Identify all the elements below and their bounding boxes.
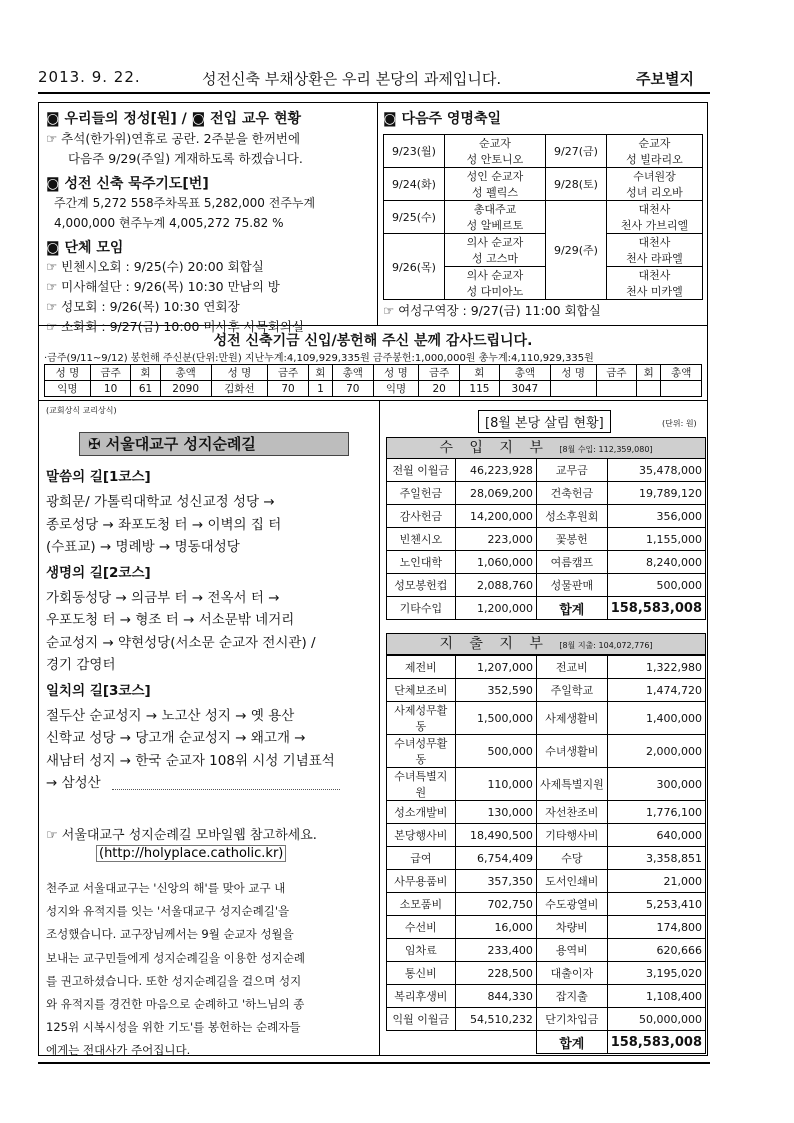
expense-amount: 1,322,980 bbox=[607, 656, 705, 679]
course-3-line: → 삼성산 bbox=[46, 775, 101, 791]
expense-amount: 6,754,409 bbox=[455, 847, 536, 870]
donor-name: 익명 bbox=[45, 381, 91, 397]
group-item: ☞ 성모회 : 9/26(목) 10:30 연회장 bbox=[46, 299, 240, 314]
course-3-line: 새남터 성지 → 한국 순교자 108위 시성 기념표석 bbox=[46, 752, 335, 769]
group-item: ☞ 빈첸시오회 : 9/25(수) 20:00 회합실 bbox=[46, 259, 264, 274]
feast-note: ☞ 여성구역장 : 9/27(금) 11:00 회합실 bbox=[383, 303, 601, 318]
finance-unit: (단위: 원) bbox=[662, 419, 697, 428]
paragraph-line: 에게는 전대사가 주어집니다. bbox=[46, 1043, 191, 1058]
feast-saint: 성인 순교자 성 펠릭스 bbox=[445, 168, 546, 201]
income-label: 빈첸시오 bbox=[387, 528, 456, 551]
expense-amount: 18,490,500 bbox=[455, 824, 536, 847]
expense-amount: 640,000 bbox=[607, 824, 705, 847]
income-total: 158,583,008 bbox=[607, 597, 705, 620]
expense-amount: 233,400 bbox=[455, 939, 536, 962]
donor-count: 1 bbox=[308, 381, 332, 397]
income-amount: 8,240,000 bbox=[607, 551, 705, 574]
top-rule bbox=[38, 92, 710, 94]
expense-amount: 702,750 bbox=[455, 893, 536, 916]
expense-amount: 1,500,000 bbox=[455, 702, 536, 735]
feast-saint: 총대주교 성 알베르토 bbox=[445, 201, 546, 234]
expense-label: 단체보조비 bbox=[387, 679, 456, 702]
feast-section bbox=[383, 108, 703, 321]
donor-count bbox=[637, 381, 661, 397]
expense-amount: 1,108,400 bbox=[607, 985, 705, 1008]
expense-label: 수선비 bbox=[387, 916, 456, 939]
donor-total bbox=[661, 381, 702, 397]
fund-table bbox=[44, 364, 702, 397]
expense-label: 용역비 bbox=[536, 939, 607, 962]
paragraph-line: 보내는 교구민들에게 성지순례길을 이용한 성지순례 bbox=[46, 950, 306, 965]
expense-label: 사제성무활동 bbox=[387, 702, 456, 735]
bulletin-date: 2013. 9. 22. bbox=[38, 68, 141, 86]
expense-amount: 110,000 bbox=[455, 768, 536, 801]
expense-label: 단기차입금 bbox=[536, 1008, 607, 1031]
course-2-title: 생명의 길[2코스] bbox=[46, 564, 151, 581]
donor-week bbox=[596, 381, 637, 397]
divider-lower bbox=[38, 400, 708, 401]
feast-date: 9/26(목) bbox=[384, 234, 445, 300]
header-slogan: 성전신축 부채상환은 우리 본당의 과제입니다. bbox=[202, 70, 502, 88]
donor-name bbox=[550, 381, 596, 397]
prayer-line-2: 4,000,000 현주누계 4,005,272 75.82 % bbox=[54, 216, 284, 230]
fund-header: 금주 bbox=[90, 365, 131, 381]
lower-divider bbox=[379, 400, 380, 1056]
fund-header: 성 명 bbox=[373, 365, 419, 381]
expense-band bbox=[386, 633, 706, 655]
income-label: 성물판매 bbox=[536, 574, 607, 597]
income-label: 교무금 bbox=[536, 459, 607, 482]
income-amount: 1,200,000 bbox=[455, 597, 536, 620]
fund-header: 회 bbox=[308, 365, 332, 381]
feast-saint: 대천사 천사 가브리엘 bbox=[607, 201, 703, 234]
fund-header: 금주 bbox=[268, 365, 309, 381]
income-amount: 1,155,000 bbox=[607, 528, 705, 551]
income-table bbox=[386, 458, 706, 620]
expense-title: 지 출 지 부 bbox=[439, 636, 549, 652]
fund-title: 성전 신축기금 신입/봉헌해 주신 분께 감사드립니다. bbox=[213, 333, 533, 349]
expense-amount: 352,590 bbox=[455, 679, 536, 702]
expense-label: 본당행사비 bbox=[387, 824, 456, 847]
dotted-separator bbox=[112, 789, 340, 790]
income-amount: 28,069,200 bbox=[455, 482, 536, 505]
course-3-line: 절두산 순교성지 → 노고산 성지 → 옛 용산 bbox=[46, 707, 295, 724]
expense-amount: 844,330 bbox=[455, 985, 536, 1008]
fund-summary: ·금주(9/11~9/12) 봉헌해 주신분(단위:만원) 지난누계:4,109,929,335원 금주봉헌:1,000,000원 총누계:4,110,929,335원 bbox=[44, 353, 594, 364]
paragraph-line: 천주교 서울대교구는 '신앙의 해'를 맞아 교구 내 bbox=[46, 881, 286, 895]
top-divider bbox=[377, 102, 378, 325]
donor-total: 3047 bbox=[499, 381, 550, 397]
fund-header: 금주 bbox=[419, 365, 460, 381]
group-item: ☞ 소화회 : 9/27(금) 10:00 미사후 사목회의실 bbox=[46, 319, 305, 334]
website-link[interactable]: (http://holyplace.catholic.kr) bbox=[96, 845, 286, 862]
feast-date: 9/29(주) bbox=[546, 201, 607, 300]
expense-amount: 3,195,020 bbox=[607, 962, 705, 985]
donor-week: 10 bbox=[90, 381, 131, 397]
expense-label: 통신비 bbox=[387, 962, 456, 985]
expense-table bbox=[386, 655, 706, 1054]
expense-label: 성소개발비 bbox=[387, 801, 456, 824]
expense-label: 사제특별지원 bbox=[536, 768, 607, 801]
expense-amount: 1,474,720 bbox=[607, 679, 705, 702]
course-1-line: 종로성당 → 좌포도청 터 → 이벽의 집 터 bbox=[46, 516, 282, 533]
expense-label: 수녀특별지원 bbox=[387, 768, 456, 801]
feast-saint: 순교자 성 빌라리오 bbox=[607, 135, 703, 168]
pilgrimage-source: (교회상식 교리상식) bbox=[46, 406, 117, 415]
paragraph-line: 를 권고하셨습니다. 또한 성지순례길을 걸으며 성지 bbox=[46, 973, 302, 988]
expense-label: 복리후생비 bbox=[387, 985, 456, 1008]
expense-label: 제전비 bbox=[387, 656, 456, 679]
expense-amount: 16,000 bbox=[455, 916, 536, 939]
fund-header: 총액 bbox=[160, 365, 211, 381]
feast-table bbox=[383, 134, 703, 300]
empty-cell bbox=[387, 1031, 456, 1054]
feast-saint: 의사 순교자 성 고스마 bbox=[445, 234, 546, 267]
feast-date: 9/24(화) bbox=[384, 168, 445, 201]
expense-amount: 357,350 bbox=[455, 870, 536, 893]
intentions-line-2: 다음주 9/29(주일) 게재하도록 하겠습니다. bbox=[68, 151, 303, 166]
expense-label: 익월 이월금 bbox=[387, 1008, 456, 1031]
expense-total-label: 합계 bbox=[536, 1031, 607, 1054]
feast-title: ◙ 다음주 영명축일 bbox=[383, 111, 501, 127]
donor-count: 115 bbox=[459, 381, 499, 397]
expense-amount: 620,666 bbox=[607, 939, 705, 962]
expense-total-note: [8월 지출: 104,072,776] bbox=[559, 641, 653, 650]
expense-amount: 3,358,851 bbox=[607, 847, 705, 870]
feast-saint: 수녀원장 성녀 리오바 bbox=[607, 168, 703, 201]
expense-label: 수당 bbox=[536, 847, 607, 870]
feast-saint: 의사 순교자 성 다미아노 bbox=[445, 267, 546, 300]
feast-date: 9/28(토) bbox=[546, 168, 607, 201]
income-label: 노인대학 bbox=[387, 551, 456, 574]
course-2-line: 순교성지 → 약현성당(서소문 순교자 전시관) / bbox=[46, 634, 316, 651]
income-amount: 1,060,000 bbox=[455, 551, 536, 574]
fund-header: 회 bbox=[131, 365, 160, 381]
expense-label: 주일학교 bbox=[536, 679, 607, 702]
expense-amount: 228,500 bbox=[455, 962, 536, 985]
fund-header: 성 명 bbox=[550, 365, 596, 381]
expense-amount: 130,000 bbox=[455, 801, 536, 824]
expense-amount: 54,510,232 bbox=[455, 1008, 536, 1031]
course-3-title: 일치의 길[3코스] bbox=[46, 682, 151, 699]
donor-count: 61 bbox=[131, 381, 160, 397]
fund-header: 회 bbox=[637, 365, 661, 381]
income-band bbox=[386, 437, 706, 459]
income-label: 주일헌금 bbox=[387, 482, 456, 505]
paragraph-line: 와 유적지를 경건한 마음으로 순례하고 '하느님의 종 bbox=[46, 997, 305, 1012]
income-label: 건축헌금 bbox=[536, 482, 607, 505]
course-1-line: (수표교) → 명례방 → 명동대성당 bbox=[46, 539, 240, 555]
income-label: 꽃봉헌 bbox=[536, 528, 607, 551]
expense-amount: 50,000,000 bbox=[607, 1008, 705, 1031]
expense-amount: 1,776,100 bbox=[607, 801, 705, 824]
feast-date: 9/27(금) bbox=[546, 135, 607, 168]
income-total-note: [8월 수입: 112,359,080] bbox=[559, 445, 653, 454]
paragraph-line: 125위 시복시성을 위한 기도'를 봉헌하는 순례자들 bbox=[46, 1020, 301, 1035]
fund-header: 성 명 bbox=[45, 365, 91, 381]
bottom-rule bbox=[38, 1062, 710, 1064]
course-2-line: 경기 감영터 bbox=[46, 657, 116, 673]
expense-amount: 1,400,000 bbox=[607, 702, 705, 735]
expense-label: 도서인쇄비 bbox=[536, 870, 607, 893]
intentions-title: ◙ 우리들의 정성[원] / ◙ 전입 교우 현황 bbox=[46, 111, 302, 127]
income-amount: 14,200,000 bbox=[455, 505, 536, 528]
donor-name: 김화선 bbox=[211, 381, 268, 397]
income-label: 성소후원회 bbox=[536, 505, 607, 528]
group-item: ☞ 미사해설단 : 9/26(목) 10:30 만남의 방 bbox=[46, 279, 280, 294]
feast-date: 9/25(수) bbox=[384, 201, 445, 234]
income-amount: 46,223,928 bbox=[455, 459, 536, 482]
expense-label: 임차료 bbox=[387, 939, 456, 962]
donor-week: 20 bbox=[419, 381, 460, 397]
finance-title: [8월 본당 살림 현황] bbox=[478, 410, 611, 433]
course-3-line: 신학교 성당 → 당고개 순교성지 → 왜고개 → bbox=[46, 730, 306, 746]
expense-label: 대출이자 bbox=[536, 962, 607, 985]
feast-saint: 순교자 성 안토니오 bbox=[445, 135, 546, 168]
paragraph-line: 조성했습니다. 교구장님께서는 9월 순교자 성월을 bbox=[46, 927, 294, 942]
fund-header: 총액 bbox=[499, 365, 550, 381]
intentions-section bbox=[46, 108, 372, 337]
bulletin-label: 주보별지 bbox=[636, 70, 694, 88]
empty-cell bbox=[455, 1031, 536, 1054]
expense-amount: 300,000 bbox=[607, 768, 705, 801]
course-2-line: 가회동성당 → 의금부 터 → 전옥서 터 → bbox=[46, 589, 280, 606]
donor-week: 70 bbox=[268, 381, 309, 397]
intentions-line-1: ☞ 추석(한가위)연휴로 공란. 2주분을 한꺼번에 bbox=[46, 131, 301, 146]
fund-header: 금주 bbox=[596, 365, 637, 381]
course-2-line: 우포도청 터 → 형조 터 → 서소문밖 네거리 bbox=[46, 612, 295, 628]
income-label: 성모봉헌컵 bbox=[387, 574, 456, 597]
income-amount: 500,000 bbox=[607, 574, 705, 597]
income-total-label: 합계 bbox=[536, 597, 607, 620]
pilgrimage-paragraph bbox=[46, 877, 372, 1063]
feast-saint: 대천사 천사 라파엘 bbox=[607, 234, 703, 267]
groups-title: ◙ 단체 모임 bbox=[46, 240, 124, 256]
donor-total: 70 bbox=[333, 381, 374, 397]
pilgrimage-courses bbox=[46, 465, 372, 795]
income-amount: 35,478,000 bbox=[607, 459, 705, 482]
income-amount: 356,000 bbox=[607, 505, 705, 528]
expense-amount: 21,000 bbox=[607, 870, 705, 893]
donor-total: 2090 bbox=[160, 381, 211, 397]
expense-amount: 5,253,410 bbox=[607, 893, 705, 916]
expense-label: 소모품비 bbox=[387, 893, 456, 916]
paragraph-line: 성지와 유적지를 잇는 '서울대교구 성지순례길'을 bbox=[46, 904, 290, 919]
mobile-note: ☞ 서울대교구 성지순례길 모바일웹 참고하세요. bbox=[46, 828, 317, 843]
feast-date: 9/23(월) bbox=[384, 135, 445, 168]
expense-label: 수녀생활비 bbox=[536, 735, 607, 768]
fund-header: 성 명 bbox=[211, 365, 268, 381]
course-1-title: 말씀의 길[1코스] bbox=[46, 469, 151, 485]
income-amount: 19,789,120 bbox=[607, 482, 705, 505]
fund-header: 총액 bbox=[661, 365, 702, 381]
expense-label: 전교비 bbox=[536, 656, 607, 679]
income-amount: 223,000 bbox=[455, 528, 536, 551]
income-label: 전월 이월금 bbox=[387, 459, 456, 482]
expense-label: 수도광열비 bbox=[536, 893, 607, 916]
pilgrimage-title: ✠ 서울대교구 성지순례길 bbox=[79, 432, 349, 456]
income-label: 여름캠프 bbox=[536, 551, 607, 574]
fund-header: 회 bbox=[459, 365, 499, 381]
feast-saint: 대천사 천사 미카엘 bbox=[607, 267, 703, 300]
expense-label: 수녀성무활동 bbox=[387, 735, 456, 768]
expense-amount: 1,207,000 bbox=[455, 656, 536, 679]
income-label: 감사헌금 bbox=[387, 505, 456, 528]
prayer-line-1: 주간계 5,272 558주차목표 5,282,000 전주누계 bbox=[54, 196, 316, 210]
expense-amount: 500,000 bbox=[455, 735, 536, 768]
expense-label: 사무용품비 bbox=[387, 870, 456, 893]
donor-name: 익명 bbox=[373, 381, 419, 397]
expense-label: 잡지출 bbox=[536, 985, 607, 1008]
expense-label: 기타행사비 bbox=[536, 824, 607, 847]
income-label: 기타수입 bbox=[387, 597, 456, 620]
expense-amount: 2,000,000 bbox=[607, 735, 705, 768]
fund-header: 총액 bbox=[333, 365, 374, 381]
expense-label: 사제생활비 bbox=[536, 702, 607, 735]
expense-total: 158,583,008 bbox=[607, 1031, 705, 1054]
course-1-line: 광희문/ 가톨릭대학교 성신교정 성당 → bbox=[46, 494, 275, 510]
expense-label: 자선찬조비 bbox=[536, 801, 607, 824]
expense-label: 급여 bbox=[387, 847, 456, 870]
income-amount: 2,088,760 bbox=[455, 574, 536, 597]
prayer-title: ◙ 성전 신축 묵주기도[번] bbox=[46, 176, 209, 192]
expense-amount: 174,800 bbox=[607, 916, 705, 939]
expense-label: 차량비 bbox=[536, 916, 607, 939]
income-title: 수 입 지 부 bbox=[439, 440, 549, 456]
